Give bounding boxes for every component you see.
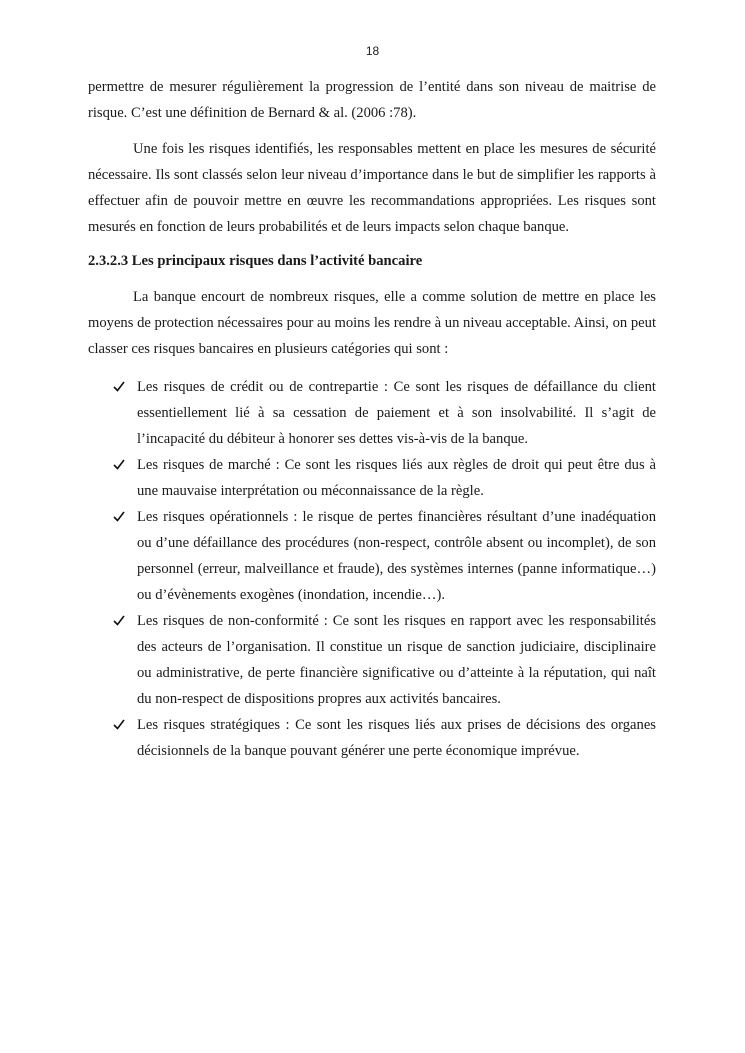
paragraph-risk-measures: Une fois les risques identifiés, les responsables mettent en place les mesures de sécurité nécessaire. Ils sont classés selon leur niveau d’importance dans le but de simplifier les rapports à effectuer afin de pouvoir mettre en œuvre les recommandations appropriées. Les risques sont mesurés en fonction de leurs probabilités et de leurs impacts selon chaque banque. <box>88 141 656 235</box>
list-item-text: Les risques de non-conformité : Ce sont les risques en rapport avec les responsabilités des acteurs de l’organisation. Il constitue un risque de sanction judiciaire, disciplinaire ou administrative, de perte financière significative ou d’atteinte à la réputation, qui naît du non-respect de dispositions propres aux activités bancaires. <box>137 613 656 707</box>
paragraph-intro-continuation: permettre de mesurer régulièrement la progression de l’entité dans son niveau de maitrise de risque. C’est une définition de Bernard & al. (2006 :78). <box>88 79 656 121</box>
list-item <box>88 608 656 712</box>
list-item <box>88 374 656 452</box>
risk-list <box>88 374 656 764</box>
page-number: 18 <box>365 44 380 58</box>
page-content <box>88 74 656 764</box>
list-item-text: Les risques de marché : Ce sont les risques liés aux règles de droit qui peut être dus à une mauvaise interprétation ou méconnaissance de la règle. <box>137 457 656 499</box>
list-item <box>88 504 656 608</box>
checkmark-icon <box>113 712 127 738</box>
checkmark-icon <box>113 452 127 478</box>
list-item-text: Les risques de crédit ou de contrepartie : Ce sont les risques de défaillance du client essentiellement lié à sa cessation de paiement et à son insolvabilité. Il s’agit de l’incapacité du débiteur à honorer ses dettes vis-à-vis de la banque. <box>137 379 656 447</box>
paragraph-risk-categories-intro: La banque encourt de nombreux risques, elle a comme solution de mettre en place les moyens de protection nécessaires pour au moins les rendre à un niveau acceptable. Ainsi, on peut classer ces risques bancaires en plusieurs catégories qui sont : <box>88 289 656 357</box>
checkmark-icon <box>113 608 127 634</box>
section-heading: 2.3.2.3 Les principaux risques dans l’activité bancaire <box>88 253 423 269</box>
list-item <box>88 712 656 764</box>
checkmark-icon <box>113 374 127 400</box>
list-item <box>88 452 656 504</box>
list-item-text: Les risques opérationnels : le risque de pertes financières résultant d’une inadéquation ou d’une défaillance des procédures (non-respect, contrôle absent ou incomplet), de son personnel (erreur, malveillance et fraude), des systèmes internes (panne informatique…) ou d’évènements exogènes (inondation, incendie…). <box>137 509 656 603</box>
checkmark-icon <box>113 504 127 530</box>
list-item-text: Les risques stratégiques : Ce sont les risques liés aux prises de décisions des organes décisionnels de la banque pouvant générer une perte économique imprévue. <box>137 717 656 759</box>
